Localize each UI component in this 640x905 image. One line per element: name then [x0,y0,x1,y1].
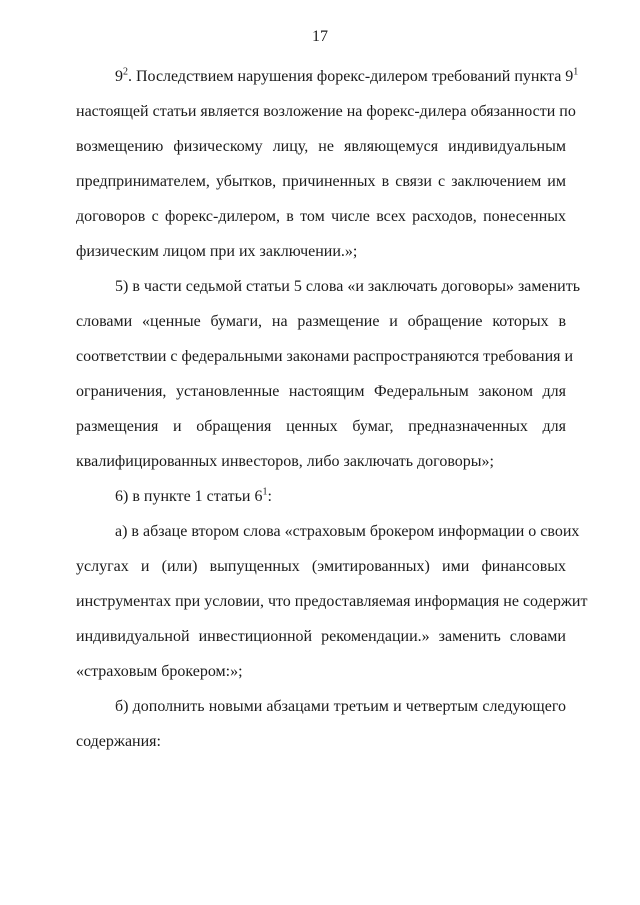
superscript: 1 [573,66,579,78]
superscript: 2 [123,66,128,78]
paragraph-9-2-line-5: договоров с форекс-дилером, в том числе всех расходов, понесенных [76,208,566,225]
paragraph-5-line-5: размещения и обращения ценных бумаг, предназначенных для [76,418,566,435]
paragraph-a-line-5: «страховым брокером:»; [76,663,243,680]
paragraph-5-line-4: ограничения, установленные настоящим Федеральным законом для [76,383,566,400]
paragraph-5-line-3: соответствии с федеральными законами распространяются требования и [76,348,574,365]
paragraph-5-line-1: 5) в части седьмой статьи 5 слова «и заключать договоры» заменить [115,278,581,295]
paragraph-6-line-1: 6) в пункте 1 статьи $6^1$: [115,486,272,505]
paragraph-a-line-1: а) в абзаце втором слова «страховым брокером информации о своих [115,523,580,540]
paragraph-9-2-line-1: $9^2$. Последствием нарушения форекс-дилером требований пункта $9^1$ [115,66,579,85]
paragraph-b-line-1: б) дополнить новыми абзацами третьим и четвертым следующего [115,698,566,715]
paragraph-9-2-line-3: возмещению физическому лицу, не являющемуся индивидуальным [76,138,566,155]
paragraph-9-2-line-2: настоящей статьи является возложение на форекс-дилера обязанности по [76,103,576,120]
paragraph-5-line-6: квалифицированных инвесторов, либо заключать договоры»; [76,453,494,470]
paragraph-a-line-2: услугах и (или) выпущенных (эмитированных) ими финансовых [76,558,566,575]
paragraph-a-line-4: индивидуальной инвестиционной рекомендации.» заменить словами [76,628,566,645]
paragraph-a-line-3: инструментах при условии, что предоставляемая информация не содержит [76,593,588,610]
superscript: 1 [262,486,268,498]
paragraph-b-line-2: содержания: [76,733,161,750]
paragraph-5-line-2: словами «ценные бумаги, на размещение и обращение которых в [76,313,566,330]
paragraph-9-2-line-6: физическим лицом при их заключении.»; [76,243,358,260]
paragraph-9-2-line-4: предпринимателем, убытков, причиненных в связи с заключением им [76,173,566,190]
page-number: 17 [312,28,328,45]
